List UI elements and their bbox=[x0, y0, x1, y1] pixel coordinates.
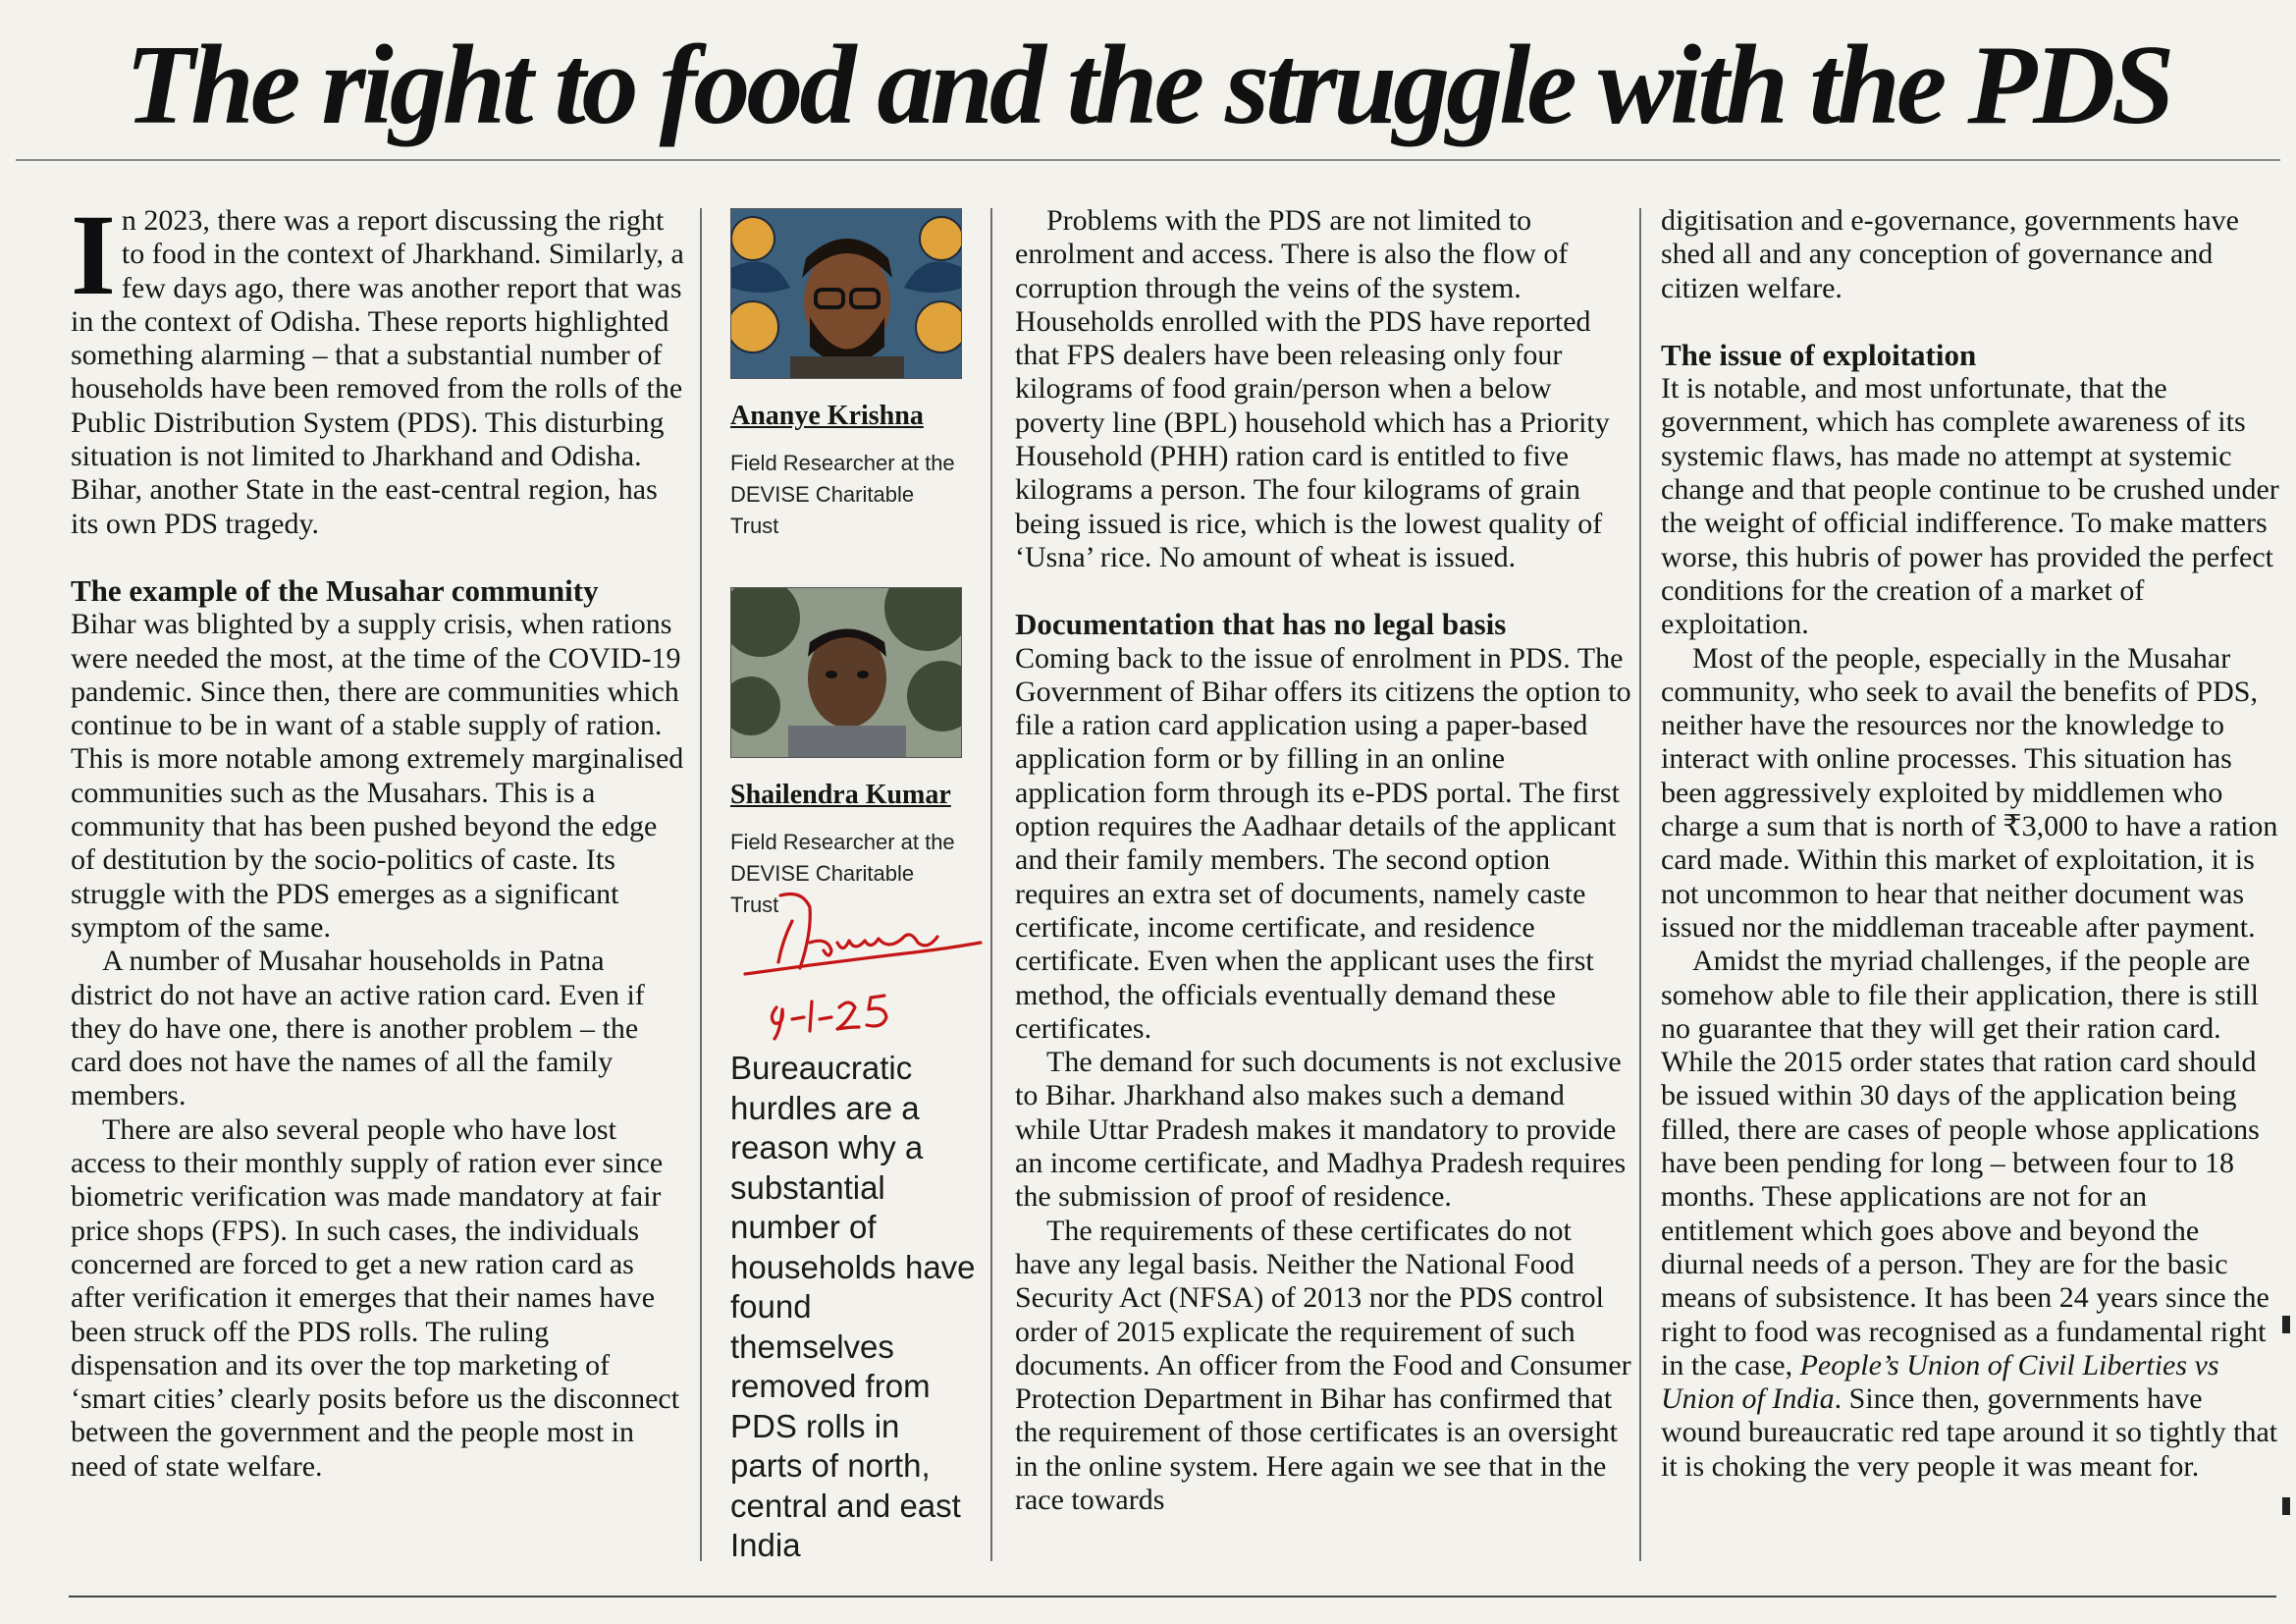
subheading-exploitation: The issue of exploitation bbox=[1661, 337, 1977, 372]
body-paragraph: The demand for such documents is not exclusive to Bihar. Jharkhand also makes such a demand while Uttar Pradesh makes it mandatory to provide an income certificate, and Madhya Pradesh requires the submission of proof of residence. bbox=[1015, 1046, 1627, 1214]
author-name: Ananye Krishna bbox=[730, 401, 924, 431]
paragraph-text: . Since then, governments have wound bureaucratic red tape around it so tightly that it is choking the very people it was meant for. bbox=[1661, 1382, 2278, 1483]
drop-cap: I bbox=[71, 190, 116, 319]
bottom-rule bbox=[69, 1596, 2276, 1597]
author-bio-2 bbox=[730, 587, 966, 921]
author-name: Shailendra Kumar bbox=[730, 780, 951, 810]
column-divider bbox=[1639, 208, 1641, 1561]
body-paragraph: Problems with the PDS are not limited to enrolment and access. There is also the flow of corruption through the veins of the system. Households enrolled with the PDS have reported that FPS dealers have been releasing only four kilograms of food grain/person when a below poverty line (BPL) household which has a Priority Household (PHH) ration card is entitled to five kilograms a person. The four kilograms of grain being issued is rice, which is the lowest quality of ‘Usna’ rice. No amount of wheat is issued. bbox=[1015, 204, 1610, 573]
article-column-3 bbox=[1015, 204, 1633, 1517]
author-bio-1 bbox=[730, 208, 966, 542]
author-photo-shailendra bbox=[730, 587, 962, 758]
pull-quote: Bureaucratic hurdles are a reason why a substantial number of households have found themselves removed from PDS rolls in parts of north, central and east India bbox=[730, 1050, 976, 1563]
body-paragraph: Bihar was blighted by a supply crisis, when rations were needed the most, at the time of the COVID-19 pandemic. Since then, there are communities which continue to be in want of a stable supply of ration. This is more notable among extremely marginalised communities such as the Musahars. This is a community that has been pushed beyond the edge of destitution by the socio-politics of caste. Its struggle with the PDS emerges as a significant symptom of the same. bbox=[71, 608, 684, 944]
author-role: Field Researcher at the DEVISE Charitable Trust bbox=[730, 451, 955, 538]
paragraph-text: Amidst the myriad challenges, if the people are somehow able to file their application, there is still no guarantee that they will get their ration card. While the 2015 order states that ration card should be issued within 30 days of the application being filled, there are cases of people whose applications have been pending for long – between four to 18 months. These applications are not for an entitlement which goes above and beyond the diurnal needs of a person. They are for the basic means of subsistence. It has been 24 years since the right to food was recognised as a fundamental right in the case, bbox=[1661, 945, 2269, 1381]
body-paragraph: Coming back to the issue of enrolment in PDS. The Government of Bihar offers its citizens the option to file a ration card application using a paper-based application form or by filling in an online application form through its e-PDS portal. The first option requires the Aadhaar details of the applicant and their family members. The second option requires an extra set of documents, namely caste certificate, income certificate, and residence certificate. Even when the applicant uses the first method, the officials eventually demand these certificates. bbox=[1015, 641, 1631, 1045]
body-paragraph: There are also several people who have lost access to their monthly supply of ration ever since biometric verification was made mandatory at fair price shops (FPS). In such cases, the individuals concerned are forced to get a new ration card as after verification it emerges that their names have been struck off the PDS rolls. The ruling dispensation and its over the top marketing of ‘smart cities’ clearly posits before us the disconnect between the government and the people most in need of state welfare. bbox=[71, 1112, 680, 1483]
headline: The right to food and the struggle with the PDS bbox=[125, 23, 2171, 148]
author-role: Field Researcher at the DEVISE Charitable Trust bbox=[730, 830, 955, 917]
intro-paragraph bbox=[71, 190, 687, 541]
body-paragraph: The requirements of these certificates do not have any legal basis. Neither the National Food Security Act (NFSA) of 2013 nor the PDS control order of 2015 explicate the requirement of such documents. An officer from the Food and Consumer Protection Department in Bihar has confirmed that the requirement of those certificates is an oversight in the online system. Here again we see that in the race towards bbox=[1015, 1214, 1631, 1516]
top-rule bbox=[16, 159, 2280, 161]
body-paragraph: A number of Musahar households in Patna district do not have an active ration card. Even if they do have one, there is another problem – the card does not have the names of all the family members. bbox=[71, 945, 645, 1112]
article-column-1 bbox=[71, 190, 687, 1484]
body-paragraph: Most of the people, especially in the Musahar community, who seek to avail the benefits of PDS, neither have the resources nor the knowledge to interact with online processes. This situation has been aggressively exploited by middlemen who charge a sum that is north of ₹3,000 to have a ration card made. Within this market of exploitation, it is not uncommon to hear that neither document was issued nor the middleman traceable after payment. bbox=[1661, 641, 2278, 944]
body-paragraph: digitisation and e-governance, governments have shed all and any conception of governance and citizen welfare. bbox=[1661, 204, 2239, 304]
column-divider bbox=[990, 208, 992, 1561]
column-divider bbox=[700, 208, 702, 1561]
subheading-documentation: Documentation that has no legal basis bbox=[1015, 607, 1507, 642]
subheading-musahar: The example of the Musahar community bbox=[71, 572, 599, 608]
case-name: People’s Union of Civil Liberties vs Union of India bbox=[1661, 1348, 2219, 1416]
handwritten-signature bbox=[741, 882, 996, 1049]
body-paragraph: It is notable, and most unfortunate, that the government, which has complete awareness of its systemic flaws, has made no attempt at systemic change and that people continue to be crushed under the weight of official indifference. To make matters worse, this hubris of power has provided the perfect conditions for the creation of a market of exploitation. bbox=[1661, 372, 2279, 641]
article-column-4 bbox=[1661, 204, 2279, 1484]
body-paragraph bbox=[1661, 945, 2279, 1484]
author-photo-ananye bbox=[730, 208, 962, 379]
intro-text: n 2023, there was a report discussing the right to food in the context of Jharkhand. Similarly, a few days ago, there was another report that was in the context of Odisha. These reports highlighted something alarming – that a substantial number of households have been removed from the rolls of the Public Distribution System (PDS). This disturbing situation is not limited to Jharkhand and Odisha. Bihar, another State in the east-central region, has its own PDS tragedy. bbox=[71, 204, 684, 540]
scan-edge-mark bbox=[2282, 1316, 2290, 1333]
scan-edge-mark bbox=[2282, 1497, 2290, 1515]
